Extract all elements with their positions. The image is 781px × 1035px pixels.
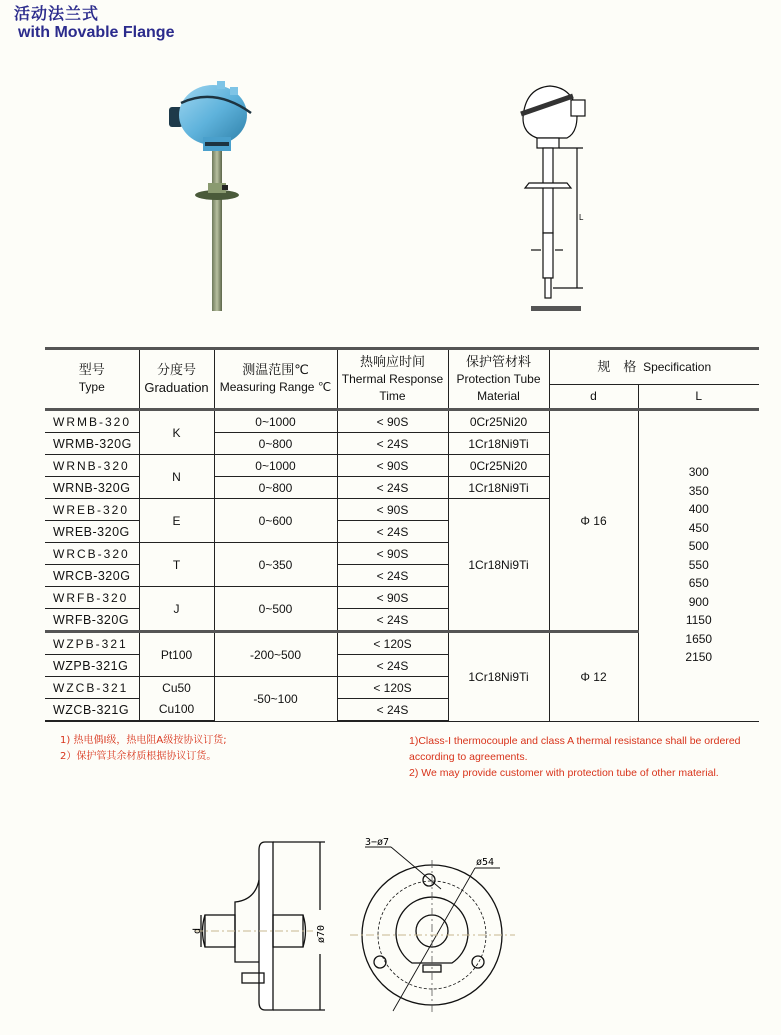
range-cell: 0~800 [214, 477, 337, 499]
length-label: L [579, 213, 584, 222]
header-graduation: 分度号 Graduation [139, 349, 214, 410]
response-cell: < 24S [337, 699, 448, 722]
flange-side-view [192, 830, 345, 1020]
d-cell: Φ 16 [549, 410, 638, 632]
spec-table [45, 347, 759, 718]
pcd-label: ø54 [476, 857, 495, 868]
material-cell: 1Cr18Ni9Ti [448, 499, 549, 632]
note-en-1: 1)Class-I thermocouple and class A thermal resistance shall be ordered according to agreements. [409, 735, 741, 763]
response-cell: < 24S [337, 477, 448, 499]
notes-english [409, 733, 769, 781]
response-cell: < 90S [337, 499, 448, 521]
response-cell: < 90S [337, 587, 448, 609]
header-d: d [549, 385, 638, 410]
graduation-cell: N [139, 455, 214, 499]
product-photo [165, 75, 275, 315]
L-values-cell: 300 350 400 450 500 550 650 900 1150 1650 2150 [638, 410, 759, 722]
note-en-2: 2) We may provide customer with protection tube of other material. [409, 767, 719, 779]
type-cell: WRMB-320G [45, 433, 139, 455]
page-title-en: with Movable Flange [18, 24, 175, 41]
header-material: 保护管材料 Protection Tube Material [448, 349, 549, 410]
graduation-cell: E [139, 499, 214, 543]
drawing-caption-smudge [531, 306, 581, 311]
type-cell: WRFB-320 [45, 587, 139, 609]
note-cn-2: 2）保护管其余材质根据协议订货。 [60, 751, 217, 762]
material-cell: 1Cr18Ni9Ti [448, 477, 549, 499]
type-cell: WRNB-320G [45, 477, 139, 499]
graduation-cell: J [139, 587, 214, 632]
range-cell: 0~350 [214, 543, 337, 587]
response-cell: < 24S [337, 565, 448, 587]
response-cell: < 120S [337, 677, 448, 699]
notes-chinese [60, 733, 227, 765]
note-cn-1: 1) 热电偶Ⅰ级，热电阻A级按协议订货; [60, 735, 227, 746]
response-cell: < 90S [337, 543, 448, 565]
material-cell: 0Cr25Ni20 [448, 455, 549, 477]
graduation-cell: Cu50 [139, 677, 214, 699]
type-cell: WZCB-321 [45, 677, 139, 699]
header-specification: 规 格 Specification [549, 349, 759, 385]
type-cell: WRMB-320 [45, 410, 139, 433]
range-cell: 0~800 [214, 433, 337, 455]
range-cell: 0~600 [214, 499, 337, 543]
graduation-cell: Cu100 [139, 699, 214, 722]
response-cell: < 90S [337, 455, 448, 477]
type-cell: WRNB-320 [45, 455, 139, 477]
type-cell: WREB-320G [45, 521, 139, 543]
holes-label: 3−ø7 [365, 837, 390, 848]
range-cell: -50~100 [214, 677, 337, 722]
header-type: 型号 Type [45, 349, 139, 410]
header-response: 热响应时间 Thermal Response Time [337, 349, 448, 410]
flange-front-view [345, 835, 530, 1020]
range-cell: -200~500 [214, 632, 337, 677]
type-cell: WZPB-321 [45, 632, 139, 655]
range-cell: 0~500 [214, 587, 337, 632]
response-cell: < 24S [337, 521, 448, 543]
response-cell: < 24S [337, 609, 448, 632]
dimension-drawing [505, 78, 605, 318]
response-cell: < 24S [337, 433, 448, 455]
graduation-cell: K [139, 410, 214, 455]
type-cell: WZPB-321G [45, 655, 139, 677]
range-cell: 0~1000 [214, 455, 337, 477]
material-cell: 1Cr18Ni9Ti [448, 632, 549, 722]
type-cell: WRCB-320G [45, 565, 139, 587]
header-range: 测温范围℃ Measuring Range ℃ [214, 349, 337, 410]
response-cell: < 24S [337, 655, 448, 677]
d-cell: Φ 12 [549, 632, 638, 722]
range-cell: 0~1000 [214, 410, 337, 433]
type-cell: WZCB-321G [45, 699, 139, 722]
graduation-cell: T [139, 543, 214, 587]
response-cell: < 120S [337, 632, 448, 655]
response-cell: < 90S [337, 410, 448, 433]
side-d-label: d [192, 927, 203, 934]
material-cell: 0Cr25Ni20 [448, 410, 549, 433]
type-cell: WREB-320 [45, 499, 139, 521]
type-cell: WRFB-320G [45, 609, 139, 632]
type-cell: WRCB-320 [45, 543, 139, 565]
side-dia-label: ø70 [316, 924, 327, 943]
page-title-cn: 活动法兰式 [14, 4, 100, 23]
material-cell: 1Cr18Ni9Ti [448, 433, 549, 455]
header-L: L [638, 385, 759, 410]
graduation-cell: Pt100 [139, 632, 214, 677]
